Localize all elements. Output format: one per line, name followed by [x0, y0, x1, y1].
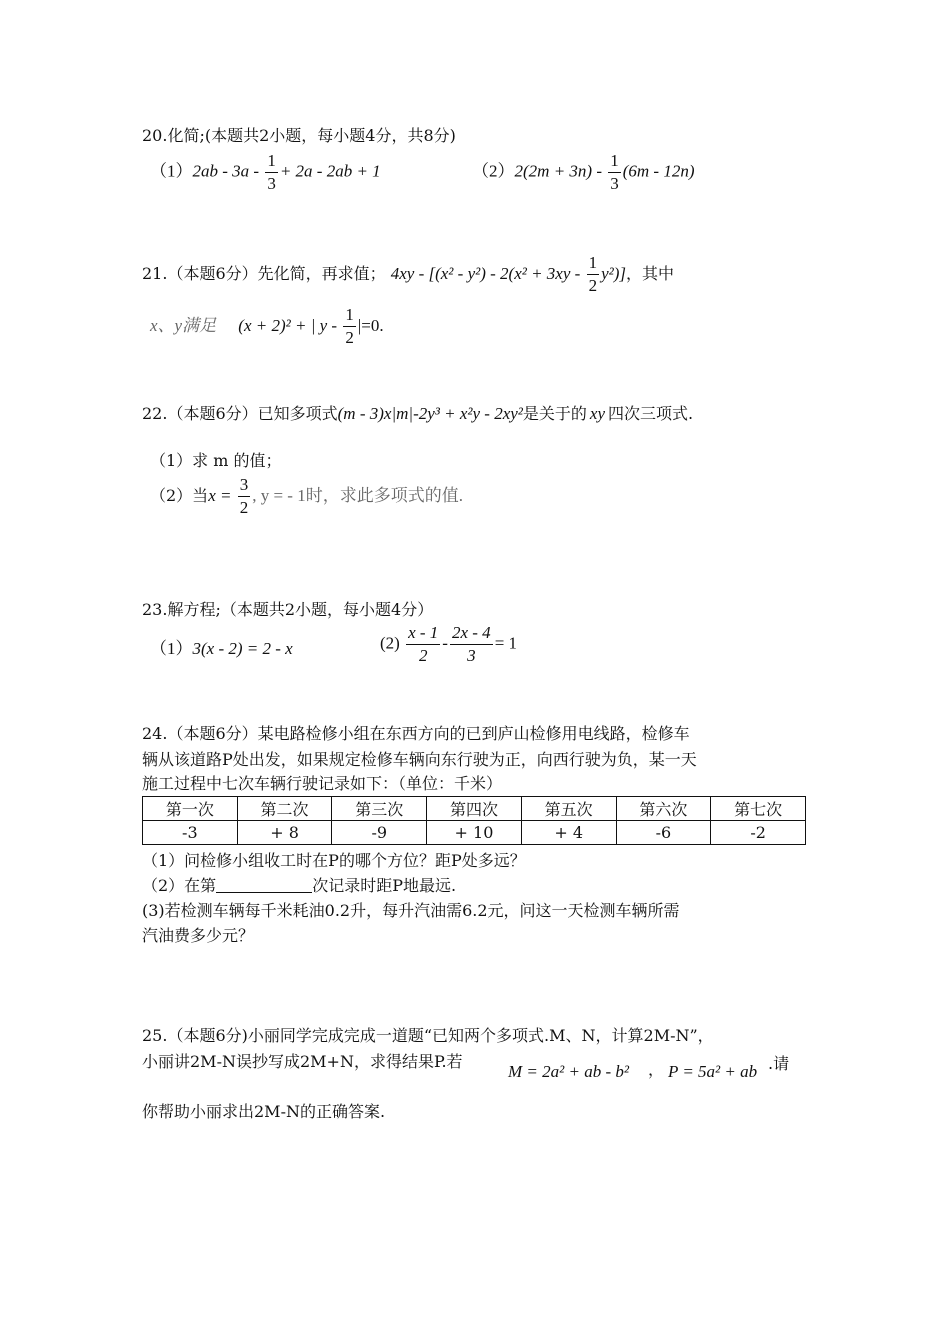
q20-part2-label: （2）	[472, 161, 515, 181]
q23-part2-label: (2)	[380, 633, 400, 653]
fraction-numerator: 2x - 4	[450, 622, 493, 645]
fraction-denominator: 2	[239, 498, 249, 517]
fraction-numerator: x - 1	[406, 622, 440, 645]
q20-part1-fraction	[265, 150, 278, 195]
q23-part2-fraction1	[406, 622, 440, 667]
q25-line2-text: 小丽讲2M-N误抄写成2M+N，求得结果P.若	[142, 1052, 463, 1071]
table-cell: -9	[332, 821, 427, 845]
q24-part3-line2: 汽油费多少元？	[142, 926, 255, 945]
q22-part2	[150, 474, 463, 519]
q23-part1-label: （1）	[150, 639, 193, 658]
q21-condition-tail: |=0.	[357, 316, 384, 335]
q25-p-expression: P = 5a² + ab	[668, 1062, 758, 1081]
table-cell: -6	[616, 821, 711, 845]
q21-condition-vars: x、y满足	[150, 316, 217, 335]
q22-title: 22.（本题6分）已知多项式	[142, 404, 338, 423]
q24-part2	[142, 874, 456, 898]
q22-polynomial: (m - 3)x|m|-2y³ + x²y - 2xy²	[337, 404, 523, 423]
table-cell: + 8	[237, 821, 332, 845]
q20-part1-tail: + 2a - 2ab + 1	[279, 161, 381, 181]
q21-condition-fraction	[343, 304, 356, 349]
q21-expr-head: 4xy - [(x² - y²) - 2(x² + 3xy -	[390, 264, 585, 283]
q25-line1: 25.（本题6分)小丽同学完成完成一道题“已知两个多项式.M、N，计算2M-N”，	[142, 1026, 714, 1045]
q23-part2-fraction2	[450, 622, 493, 667]
table-header-cell: 第四次	[427, 797, 522, 821]
fraction-denominator: 2	[418, 646, 428, 665]
q24-line1: 24.（本题6分）某电路检修小组在东西方向的已到庐山检修用电线路，检修车	[142, 724, 690, 743]
q22-mid: 是关于的	[522, 404, 587, 423]
table-header-cell: 第三次	[332, 797, 427, 821]
q25-end: .请	[768, 1054, 790, 1073]
table-cell: -3	[143, 821, 238, 845]
table-header-cell: 第一次	[143, 797, 238, 821]
q24-part2-suffix: 次记录时距P地最远.	[312, 876, 457, 895]
q20-part2	[472, 150, 695, 195]
q25-line2	[142, 1050, 463, 1074]
q22-part2-rest: , y = - 1时，求此多项式的值.	[252, 486, 463, 505]
fraction-denominator: 2	[345, 328, 354, 347]
q22-part2-fraction	[238, 474, 251, 519]
fraction-numerator: 1	[343, 304, 356, 327]
q22-part1: （1）求 m 的值；	[150, 451, 282, 470]
q22-tail: 四次三项式.	[608, 404, 694, 423]
fraction-denominator: 3	[610, 174, 619, 193]
q25-m-expression: M = 2a² + ab - b²	[508, 1062, 629, 1081]
q23-part1	[150, 634, 293, 659]
q24-part1: （1）问检修小组收工时在P的哪个方位？距P处多远？	[142, 851, 526, 870]
q20-part1-head: 2ab - 3a -	[192, 161, 264, 181]
driving-record-table	[142, 796, 806, 845]
q24-line3: 施工过程中七次车辆行驶记录如下：（单位：千米）	[142, 774, 503, 793]
q21-line2	[150, 304, 384, 349]
fraction-numerator: 3	[238, 474, 251, 497]
fraction-denominator: 3	[467, 646, 476, 665]
q23-part2-minus: -	[442, 633, 448, 653]
q22-line1	[142, 402, 693, 426]
q23-part2	[380, 622, 517, 667]
q22-part2-x: x =	[208, 486, 236, 505]
q21-title: 21.（本题6分）先化简，再求值；	[142, 264, 386, 283]
table-cell: + 10	[427, 821, 522, 845]
fraction-numerator: 1	[265, 150, 278, 173]
table-row	[143, 821, 806, 845]
table-cell: -2	[711, 821, 806, 845]
q20-part1	[150, 150, 381, 195]
q20-title: 20.化简;(本题共2小题，每小题4分，共8分)	[142, 126, 456, 145]
q20-part2-fraction	[608, 150, 621, 195]
fraction-denominator: 2	[588, 276, 598, 295]
fraction-numerator: 1	[608, 150, 621, 173]
table-header-cell: 第六次	[616, 797, 711, 821]
q20-part2-tail: (6m - 12n)	[622, 161, 695, 181]
q25-separator: ，	[648, 1060, 665, 1079]
fraction-denominator: 3	[267, 174, 276, 193]
q23-part1-equation: 3(x - 2) = 2 - x	[192, 639, 293, 658]
q25-line3: 你帮助小丽求出2M-N的正确答案.	[142, 1102, 386, 1121]
q24-part2-prefix: （2）在第	[142, 876, 217, 895]
q24-line2: 辆从该道路P处出发，如果规定检修车辆向东行驶为正，向西行驶为负，某一天	[142, 750, 697, 769]
q21-expr-fraction	[587, 252, 600, 297]
answer-blank[interactable]	[216, 876, 312, 893]
q21-suffix: ，其中	[625, 264, 674, 283]
q22-var: xy	[589, 404, 605, 423]
q21-line1	[142, 252, 674, 297]
q23-title: 23.解方程;（本题共2小题，每小题4分）	[142, 600, 434, 619]
q20-part1-label: （1）	[150, 161, 193, 181]
q21-condition-head: (x + 2)² + | y -	[238, 316, 342, 335]
table-header-cell: 第二次	[237, 797, 332, 821]
q22-part2-label: （2）当	[150, 486, 209, 505]
table-header-cell: 第七次	[711, 797, 806, 821]
q24-part3-line1: (3)若检测车辆每千米耗油0.2升，每升汽油需6.2元，问这一天检测车辆所需	[142, 901, 680, 920]
table-header-row	[143, 797, 806, 821]
q20-part2-head: 2(2m + 3n) -	[514, 161, 607, 181]
q21-expr-tail: y²)]	[601, 264, 626, 283]
q23-part2-rhs: = 1	[494, 633, 518, 653]
table-cell: + 4	[521, 821, 616, 845]
table-header-cell: 第五次	[521, 797, 616, 821]
fraction-numerator: 1	[587, 252, 600, 275]
